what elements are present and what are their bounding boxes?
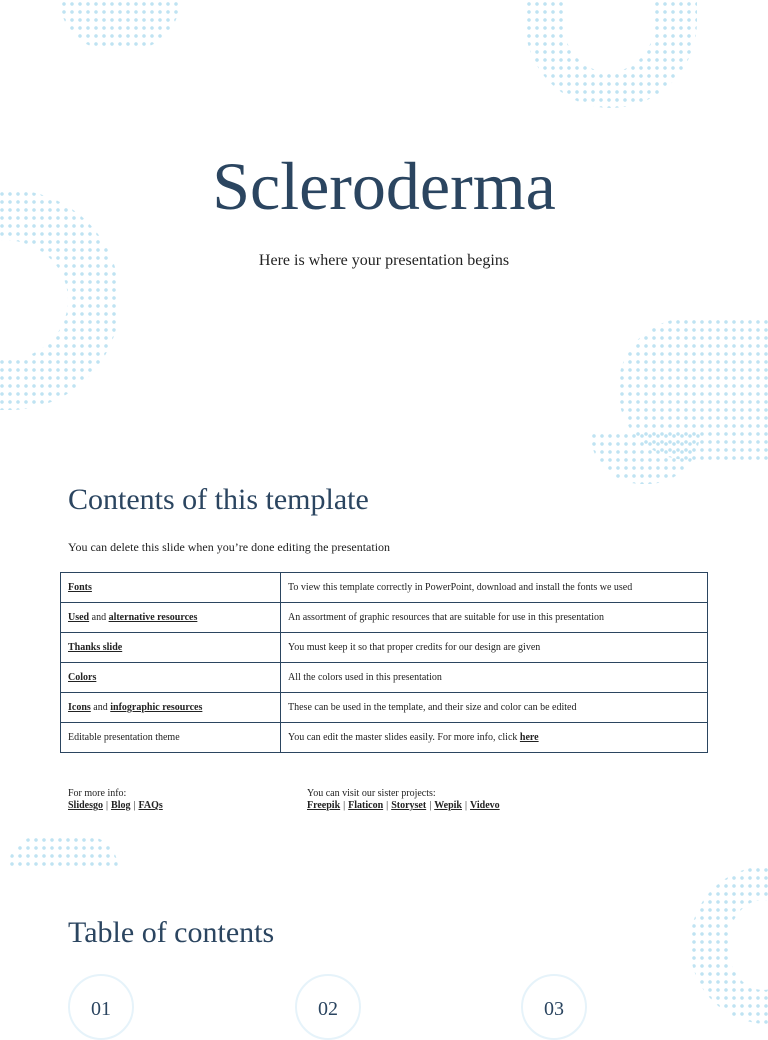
- halftone-decoration-top-left: [60, 0, 180, 50]
- contents-row: [61, 663, 708, 693]
- toc-number: 01: [91, 998, 111, 1020]
- link-separator: |: [106, 800, 109, 811]
- sister-projects-label: You can visit our sister projects:: [307, 788, 436, 799]
- sister-link-storyset[interactable]: Storyset: [391, 800, 427, 811]
- contents-row: [61, 633, 708, 663]
- contents-row: [61, 723, 708, 753]
- contents-row-description: [281, 693, 708, 723]
- halftone-decoration-mid-left: [8, 836, 118, 868]
- contents-row-description: [281, 603, 708, 633]
- contents-heading: Contents of this template: [68, 483, 369, 516]
- contents-link[interactable]: Fonts: [68, 582, 92, 593]
- contents-text: and: [89, 612, 109, 623]
- contents-row-label: [61, 633, 281, 663]
- contents-link[interactable]: alternative resources: [108, 612, 198, 623]
- more-info-link-slidesgo[interactable]: Slidesgo: [68, 800, 104, 811]
- contents-row-label: [61, 693, 281, 723]
- toc-item-01: [68, 974, 134, 1040]
- halftone-decoration-right: [618, 318, 768, 460]
- contents-link[interactable]: infographic resources: [110, 702, 203, 713]
- sister-link-flaticon[interactable]: Flaticon: [348, 800, 384, 811]
- contents-link[interactable]: Thanks slide: [68, 642, 123, 653]
- more-info-label: For more info:: [68, 788, 127, 799]
- sister-link-wepik[interactable]: Wepik: [434, 800, 462, 811]
- contents-row-label: [61, 663, 281, 693]
- contents-row-description: [281, 633, 708, 663]
- contents-row-description: [281, 573, 708, 603]
- contents-row: [61, 693, 708, 723]
- contents-row-description: [281, 723, 708, 753]
- sister-projects-block: [307, 788, 500, 812]
- contents-link[interactable]: Used: [68, 612, 90, 623]
- contents-table: [60, 572, 708, 753]
- more-info-link-blog[interactable]: Blog: [111, 800, 131, 811]
- contents-intro: You can delete this slide when you’re done editing the presentation: [68, 540, 391, 554]
- contents-row: [61, 603, 708, 633]
- sister-link-videvo[interactable]: Videvo: [470, 800, 500, 811]
- more-info-link-faqs[interactable]: FAQs: [138, 800, 163, 811]
- contents-text: Editable presentation theme: [68, 732, 180, 743]
- link-separator: |: [343, 800, 346, 811]
- contents-description-text: An assortment of graphic resources that are suitable for use in this presentation: [288, 612, 605, 623]
- contents-text: and: [90, 702, 111, 713]
- sister-projects-links: [307, 800, 500, 812]
- halftone-decoration-right-small: [590, 432, 700, 484]
- sister-link-freepik[interactable]: Freepik: [307, 800, 341, 811]
- more-info-links: [68, 800, 163, 812]
- contents-link[interactable]: Colors: [68, 672, 97, 683]
- contents-description-text: You must keep it so that proper credits for our design are given: [288, 642, 541, 653]
- presentation-subtitle: Here is where your presentation begins: [258, 252, 510, 269]
- link-separator: |: [133, 800, 136, 811]
- toc-item-03: [521, 974, 587, 1040]
- contents-description-text: All the colors used in this presentation: [288, 672, 442, 683]
- contents-row-label: [61, 603, 281, 633]
- link-separator: |: [386, 800, 389, 811]
- presentation-title: Scleroderma: [212, 148, 556, 224]
- toc-heading: Table of contents: [68, 916, 275, 949]
- contents-row-label: [61, 573, 281, 603]
- contents-description-text: These can be used in the template, and their size and color can be edited: [288, 702, 577, 713]
- contents-description-text: You can edit the master slides easily. For more info, click: [288, 732, 520, 743]
- contents-description-text: To view this template correctly in PowerPoint, download and install the fonts we used: [288, 582, 633, 593]
- toc-item-02: [295, 974, 361, 1040]
- toc-number: 03: [544, 998, 564, 1020]
- contents-row-description: [281, 663, 708, 693]
- toc-number: 02: [318, 998, 338, 1020]
- contents-link[interactable]: Icons: [68, 702, 91, 713]
- more-info-block: [68, 788, 163, 812]
- contents-row-label: [61, 723, 281, 753]
- link-separator: |: [429, 800, 432, 811]
- contents-row: [61, 573, 708, 603]
- here-link[interactable]: here: [519, 732, 539, 743]
- link-separator: |: [465, 800, 468, 811]
